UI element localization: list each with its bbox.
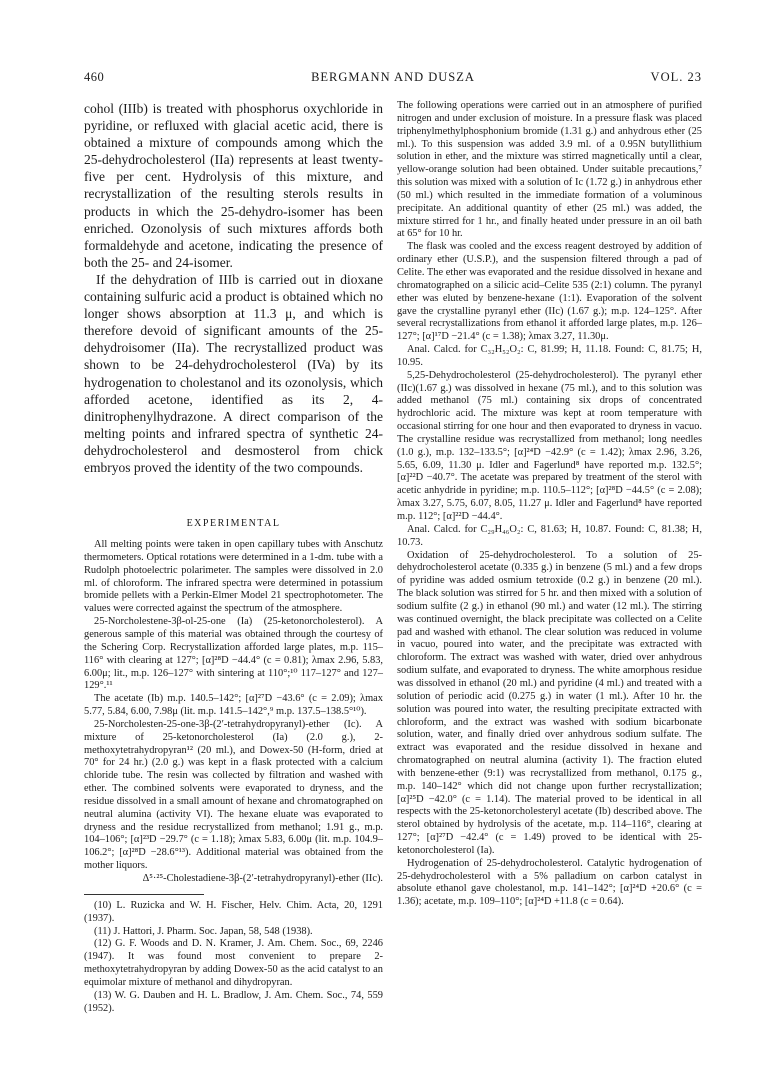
volume-label: VOL. 23	[650, 70, 702, 84]
experimental-paragraph: The acetate (Ib) m.p. 140.5–142°; [α]²⁷D −43.6° (c = 2.09); λmax 5.77, 5.84, 6.00, 7.98μ (lit. m.p. 141.5–142°,⁹ m.p. 137.5–138.5°¹⁰).	[84, 693, 383, 718]
right-column	[397, 100, 702, 909]
analysis-paragraph: Anal. Calcd. for C₂₉H₄₆O₂: C, 81.63; H, 10.87. Found: C, 81.38; H, 10.73.	[397, 523, 702, 548]
experimental-paragraph: 5,25-Dehydrocholesterol (25-dehydrocholesterol). The pyranyl ether (IIc)(1.67 g.) was dissolved in hexane (75 ml.), and to this solution was added methanol (75 ml.) containing six drops of concentrated hydrochloric acid. The mixture was kept at room temperature with occasional stirring for one hour and then evaporated to dryness in vacuo. The crystalline residue was recrystallized from methanol; long needles (1.0 g.), m.p. 132–133.5°; [α]²⁴D −42.9° (c = 1.42); λmax 2.96, 3.26, 5.65, 6.09, 11.30 μ. Idler and Fagerlund⁸ have reported m.p. 132.5°; [α]²²D −40.7°. The acetate was prepared by treatment of the sterol with acetic anhydride in pyridine; m.p. 110.5–112°; [α]²⁸D −44.5° (c = 2.08); λmax 3.27, 5.75, 6.07, 8.05, 11.27 μ. Idler and Fagerlund⁸ have reported m.p. 112°; [α]²²D −44.4°.	[397, 369, 702, 522]
experimental-paragraph: All melting points were taken in open capillary tubes with Anschutz thermometers. Optical rotations were determined in a 1-dm. tube with a Rudolph photoelectric polarimeter. The samples were dissolved in 2.0 ml. of chloroform. The infrared spectra were determined in potassium bromide pellets with a Perkin-Elmer Model 21 spectrophotometer. The values were corrected against the spectrum of the atmosphere.	[84, 539, 383, 615]
footnote-13: (13) W. G. Dauben and H. L. Bradlow, J. Am. Chem. Soc., 74, 559 (1952).	[84, 989, 383, 1014]
page-number: 460	[84, 70, 105, 84]
footnote-10: (10) L. Ruzicka and W. H. Fischer, Helv. Chim. Acta, 20, 1291 (1937).	[84, 899, 383, 924]
analysis-paragraph: Anal. Calcd. for C₃₂H₅₂O₂: C, 81.99; H, 11.18. Found: C, 81.75; H, 10.95.	[397, 344, 702, 368]
experimental-paragraph: 25-Norcholesten-25-one-3β-(2′-tetrahydropyranyl)-ether (Ic). A mixture of 25-ketonorcholesterol (Ia) (2.0 g.), 2-methoxytetrahydropyran¹² (20 ml.), and Dowex-50 (H-form, dried at 70° for 24 hr.) (2.0 g.) was kept in a flask protected with a calcium chloride tube. The resin was collected by filtration and washed with ether. The combined solvents were evaporated to dryness, and the residue dissolved in a small amount of hexane and chromatographed on neutral alumina (activity VI). The hexane eluate was evaporated to dryness and the residue recrystallized from methanol; 1.91 g., m.p. 104–106°; [α]²³D −29.7° (c = 1.18); λmax 5.83, 6.00μ (lit. m.p. 104.9–106.2°; [α]²⁸D −28.6°¹³). Additional material was obtained from the mother liquors.	[84, 718, 383, 872]
running-head: BERGMANN AND DUSZA	[311, 70, 475, 84]
footnote-12: (12) G. F. Woods and D. N. Kramer, J. Am. Chem. Soc., 69, 2246 (1947). It was found most convenient to prepare 2-methoxytetrahydropyran by adding Dowex-50 as the acid catalyst to an equimolar mixture of methanol and dihydropyran.	[84, 938, 383, 988]
left-column	[84, 100, 383, 1015]
footnote-rule	[84, 894, 204, 895]
experimental-paragraph: 25-Norcholestene-3β-ol-25-one (Ia) (25-ketonorcholesterol). A generous sample of this material was obtained through the courtesy of the Schering Corp. Recrystallization afforded large plates, m.p. 115–116° with clearing at 127°; [α]²⁸D −44.4° (c = 0.81); λmax 2.96, 5.83, 6.00μ; lit., m.p. 126–127° with sintering at 110°;¹⁰ 117–127° and 127–129°.¹¹	[84, 616, 383, 692]
experimental-paragraph: The flask was cooled and the excess reagent destroyed by addition of ordinary ether (U.S.P.), and the suspension filtered through a pad of Celite. The ether was evaporated and the residue dissolved in hexane and chromatographed on a silicic acid–Celite 535 (2:1) column. The pyranyl ether was eluted by benzene-hexane (1:1). Evaporation of the solvent gave the crystalline pyranyl ether (IIc) (1.67 g.); m.p. 124–125°. After several recrystallizations from ethanol it afforded large plates, m.p. 126–127°; [α]¹⁷D −21.4° (c = 1.38); λmax 3.27, 11.30μ.	[397, 241, 702, 343]
experimental-paragraph: Δ⁵·²⁵-Cholestadiene-3β-(2′-tetrahydropyranyl)-ether (IIc).	[142, 873, 383, 884]
experimental-paragraph: Oxidation of 25-dehydrocholesterol. To a solution of 25-dehydrocholesterol acetate (0.335 g.) in benzene (5 ml.) and a few drops of pyridine was added osmium tetroxide (0.2 g.) in benzene (20 ml.). The black solution was stirred for 5 hr. and then mixed with a solution of sodium sulfite (2 g.) in ethanol (90 ml.) and water (12 ml.). The stirring was continued overnight, the black precipitate was collected on a Celite pad and washed with ethanol. The clear solution was reduced in volume in vacuo, poured into water, and the precipitate was extracted with chloroform. The extract was washed with water, dried over anhydrous sodium sulfate, and evaporated to dryness. The white amorphous residue was dissolved in ethanol (20 ml.) and pyridine (4 ml.) and treated with a solution of periodic acid (0.275 g.) in water (1 ml.). After 10 hr. the solution was poured into water, the resulting precipitate extracted with chloroform, and the extract was washed with sodium bicarbonate solution, water, and finally dried over anhydrous sodium sulfate. The extract was evaporated and the residue dissolved in hexane and chromatographed on neutral alumina (activity 1). The fraction eluted with benzene-ether (9:1) was recrystallized from methanol, 0.175 g., m.p. 140–142° which did not change upon further recrystallization; [α]²⁵D −42.0° (c = 1.14). The material proved to be identical in all respects with the 25-ketonorcholesteryl acetate (Ib) described above. The sterol obtained by hydrolysis of the acetate, m.p. 114–116°, clearing at 127°; [α]²⁷D −42.4° (c = 1.49) proved to be identical with 25-ketonorcholesterol (Ia).	[397, 549, 702, 856]
experimental-paragraph: Hydrogenation of 25-dehydrocholesterol. Catalytic hydrogenation of 25-dehydrocholesterol with a 5% palladium on carbon catalyst in absolute ethanol gave cholestanol, m.p. 141–142°; [α]²⁴D +20.6° (c = 1.36); acetate, m.p. 109–110°; [α]²⁴D +11.8 (c = 0.64).	[397, 857, 702, 908]
footnote-11: (11) J. Hattori, J. Pharm. Soc. Japan, 58, 548 (1938).	[94, 925, 313, 937]
page-header	[84, 70, 702, 90]
body-paragraph: If the dehydration of IIIb is carried out in dioxane containing sulfuric acid a product is obtained which no longer shows absorption at 11.3 μ, and which is therefore devoid of significant amounts of the 25-dehydroisomer (IIa). The recrystallized product was shown to be 24-dehydrocholesterol (IVa) by its hydrogenation to cholestanol and its ozonolysis, which afforded acetone, identified as its 2, 4-dinitrophenylhydrazone. A direct comparison of the melting points and infrared spectra of synthetic 24-dehydrocholesterol and desmosterol from chick embryos proved the identity of the two compounds.	[84, 271, 383, 475]
experimental-paragraph: The following operations were carried out in an atmosphere of purified nitrogen and under exclusion of moisture. In a pressure flask was placed triphenylmethylphosphonium bromide (1.31 g.) and anhydrous ether (25 ml.). To this suspension was added 3.9 ml. of a 0.95N butyllithium solution in ether, and the mixture was stirred magnetically until a clear, yellow-orange solution had been obtained. Under suitable precautions,⁷ this solution was mixed with a solution of Ic (1.72 g.) in anhydrous ether (50 ml.) which resulted in the immediate formation of a voluminous precipitate. An additional quantity of ether (25 ml.) was added, the mixture stirred for 1 hr., and finally heated under pressure in an oil bath at 65° for 10 hr.	[397, 100, 702, 240]
body-paragraph: cohol (IIIb) is treated with phosphorus oxychloride in pyridine, or refluxed with glacial acetic acid, there is obtained a mixture of compounds among which the 25-dehydrocholesterol (IIa) represents at least twenty-five per cent. Hydrolysis of this mixture, and recrystallization of the resulting sterols results in products in which the 25-dehydro-isomer has been enriched. Ozonolysis of such mixtures affords both formaldehyde and acetone, indicating the presence of both the 25- and 24-isomer.	[84, 101, 383, 270]
section-heading-experimental: EXPERIMENTAL	[186, 518, 281, 530]
